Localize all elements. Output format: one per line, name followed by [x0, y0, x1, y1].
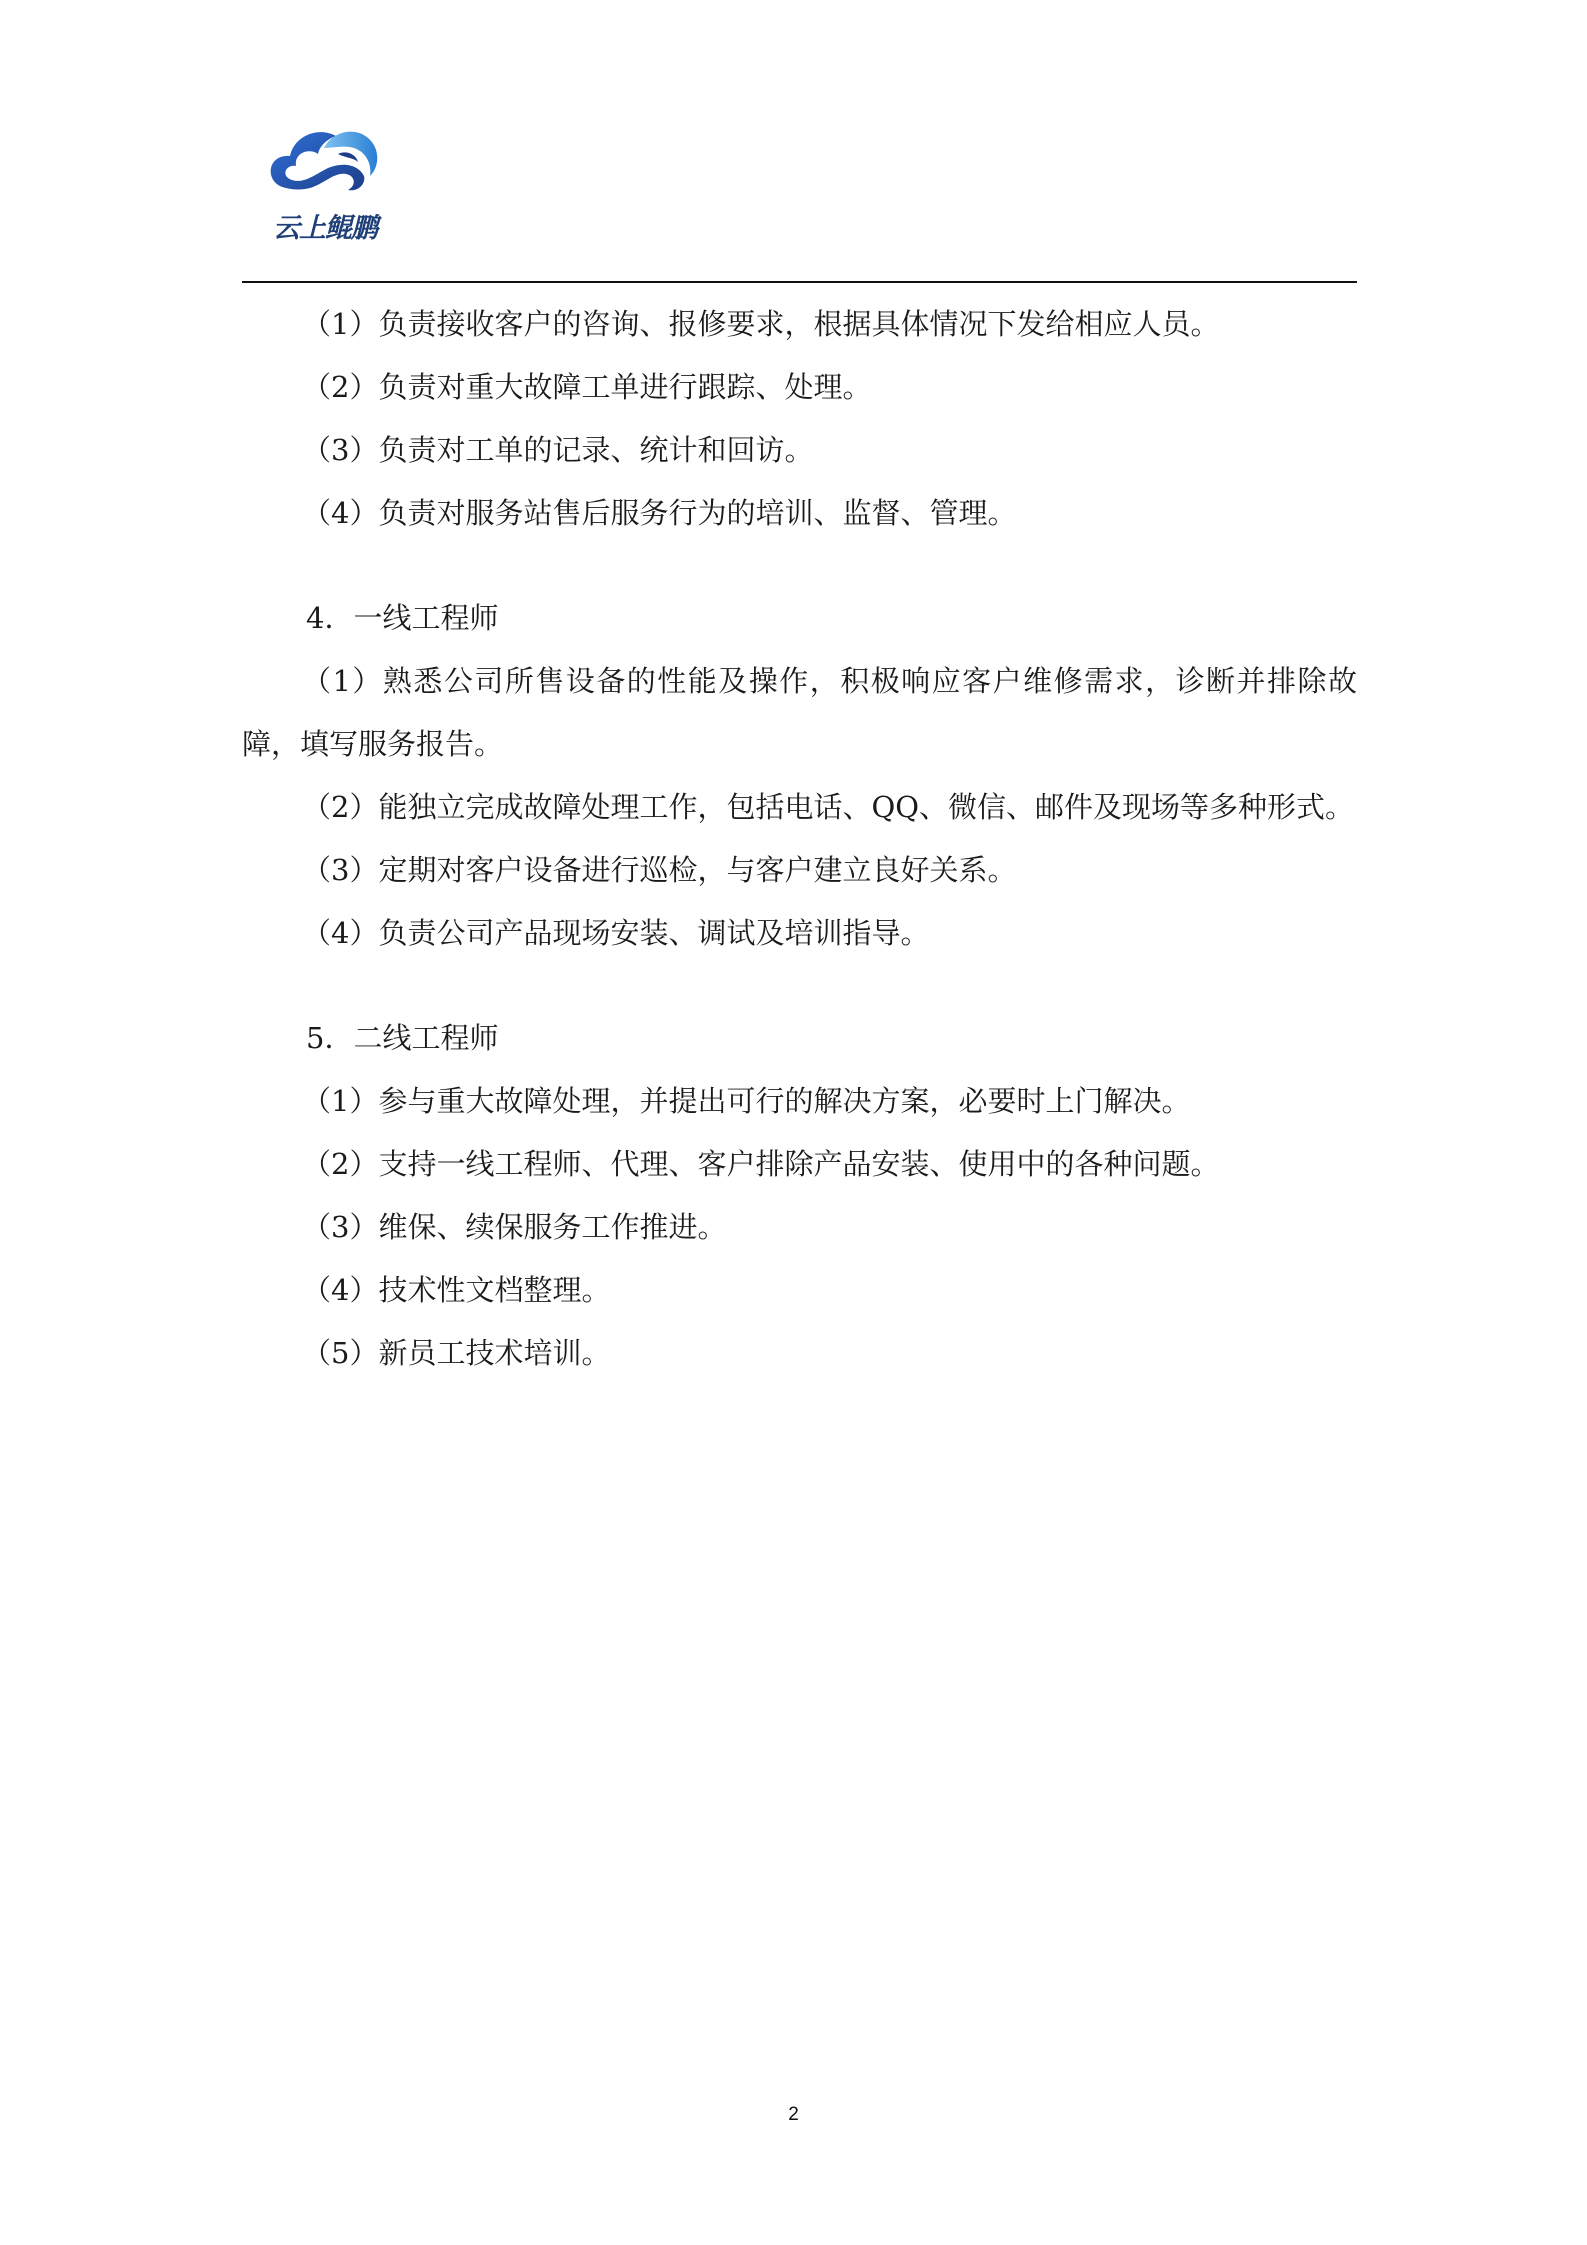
list-item: （3）维保、续保服务工作推进。	[302, 1210, 727, 1244]
list-item: （1）熟悉公司所售设备的性能及操作，积极响应客户维修需求，诊断并排除故障，填写服务报告。	[242, 664, 1357, 761]
list-item: （3）定期对客户设备进行巡检，与客户建立良好关系。	[302, 853, 1017, 887]
document-body	[242, 293, 1357, 1385]
section-service-hotline	[242, 293, 1357, 545]
section-heading: 4．一线工程师	[306, 601, 499, 635]
list-item: （2）支持一线工程师、代理、客户排除产品安装、使用中的各种问题。	[302, 1147, 1220, 1181]
company-logo	[258, 118, 392, 246]
section-first-line-engineer	[242, 587, 1357, 965]
list-item: （2）负责对重大故障工单进行跟踪、处理。	[302, 370, 872, 404]
list-item: （4）技术性文档整理。	[302, 1273, 611, 1307]
section-second-line-engineer	[242, 1007, 1357, 1385]
list-item: （3）负责对工单的记录、统计和回访。	[302, 433, 814, 467]
list-item: （2）能独立完成故障处理工作，包括电话、QQ、微信、邮件及现场等多种形式。	[302, 790, 1355, 824]
list-item: （5）新员工技术培训。	[302, 1336, 611, 1370]
section-gap	[242, 545, 1357, 587]
list-item: （4）负责对服务站售后服务行为的培训、监督、管理。	[302, 496, 1017, 530]
header-divider	[242, 281, 1357, 283]
list-item: （1）负责接收客户的咨询、报修要求，根据具体情况下发给相应人员。	[302, 307, 1220, 341]
cloud-swirl-icon	[258, 118, 392, 208]
page-number: 2	[788, 2104, 799, 2125]
logo-text: 云上鲲鹏	[273, 213, 377, 244]
list-item: （4）负责公司产品现场安装、调试及培训指导。	[302, 916, 930, 950]
section-heading: 5．二线工程师	[306, 1021, 499, 1055]
section-gap	[242, 965, 1357, 1007]
list-item: （1）参与重大故障处理，并提出可行的解决方案，必要时上门解决。	[302, 1084, 1191, 1118]
